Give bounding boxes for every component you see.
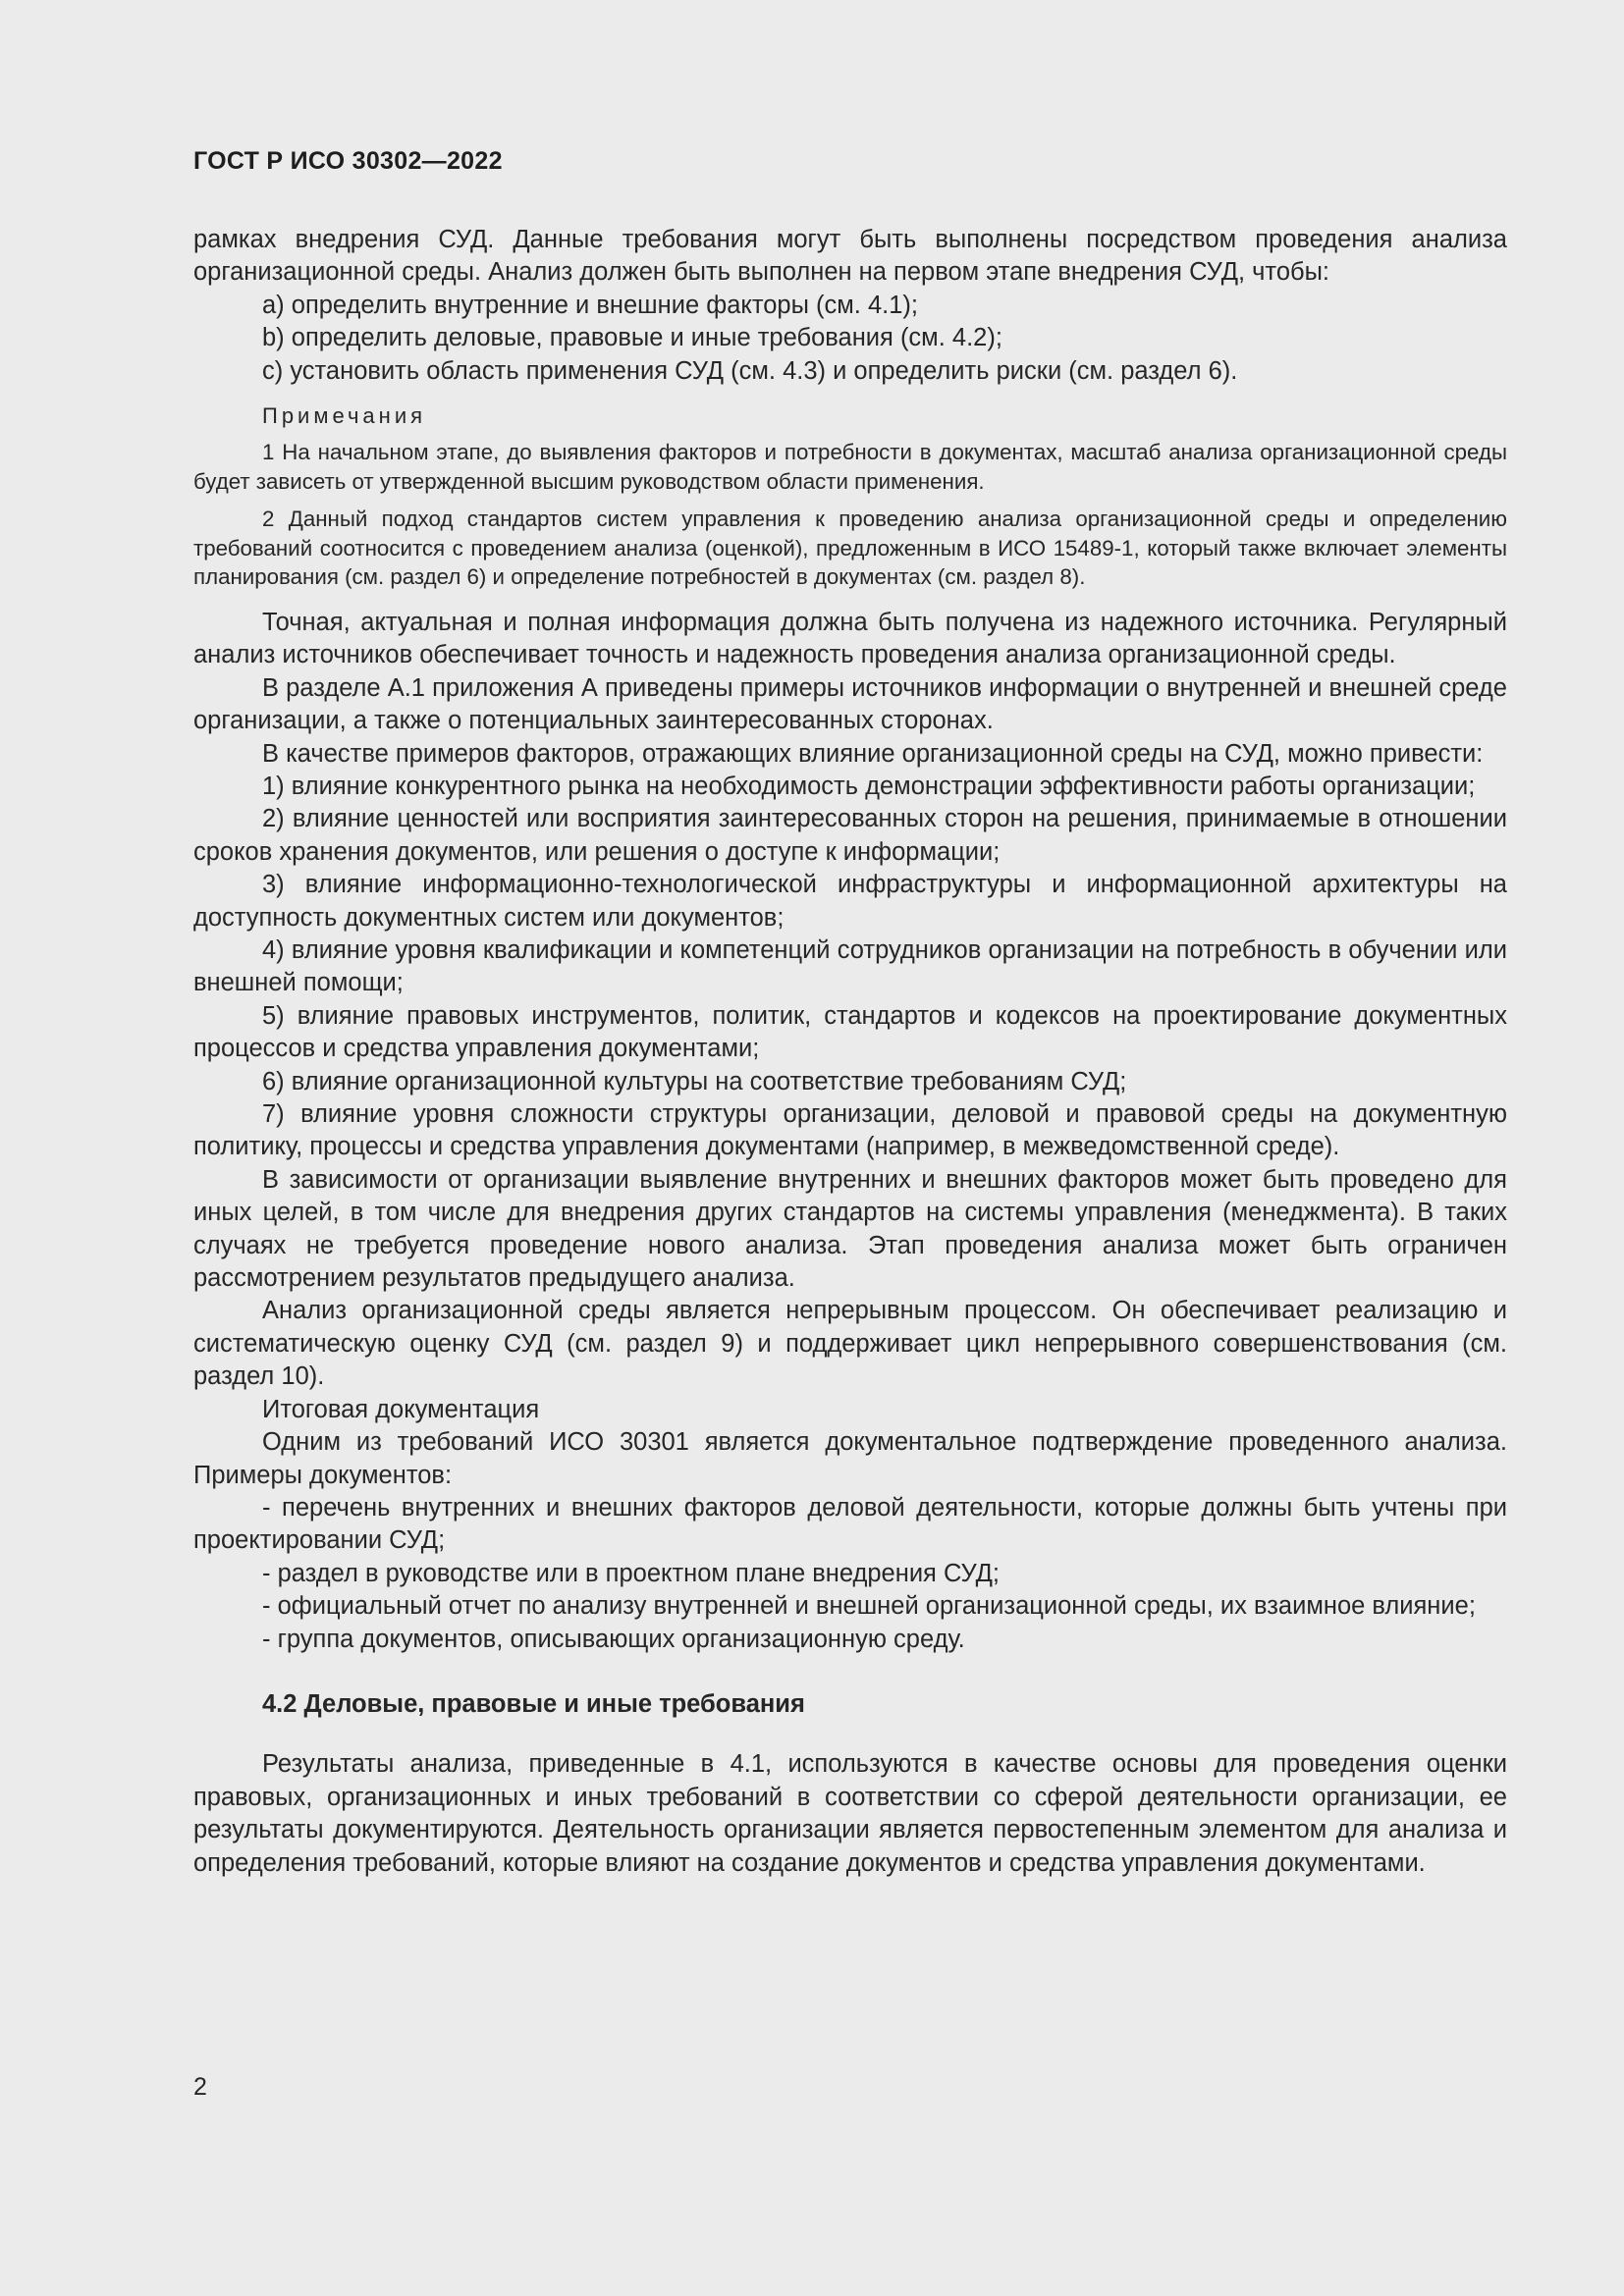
factor-item: 3) влияние информационно-технологической инфраструктуры и информационной архитектуры на доступность документных систем или документов; [193,871,1507,932]
doc-list-item: - раздел в руководстве или в проектном плане внедрения СУД; [262,1559,1000,1587]
page-number: 2 [193,2073,207,2101]
factor-item: 6) влияние организационной культуры на соответствие требованиям СУД; [262,1067,1127,1095]
notes-title: Примечания [262,403,427,429]
subsection-title: Итоговая документация [262,1395,540,1423]
factor-item: 2) влияние ценностей или восприятия заинтересованных сторон на решения, принимаемые в отношении сроков хранения документов, или решения о доступе к информации; [193,805,1507,866]
doc-list-item: - группа документов, описывающих организационную среду. [262,1625,965,1653]
factor-item: 5) влияние правовых инструментов, политик, стандартов и кодексов на проектирование документных процессов и средства управления документами; [193,1001,1507,1063]
body-paragraph: В разделе А.1 приложения А приведены примеры источников информации о внутренней и внешней среде организации, а также о потенциальных заинтересованных сторонах. [193,673,1507,735]
body-paragraph: Анализ организационной среды является непрерывным процессом. Он обеспечивает реализацию и систематическую оценку СУД (см. раздел 9) и поддерживает цикл непрерывного совершенствования (см. раздел 10). [193,1297,1507,1391]
note-2: 2 Данный подход стандартов систем управления к проведению анализа организационной среды и определению требований соотносится с проведением анализа (оценкой), предложенным в ИСО 15489-1, который также включает элементы планирования (см. раздел 6) и определение потребностей в документах (см. раздел 8). [193,507,1507,590]
factor-item: 4) влияние уровня квалификации и компетенций сотрудников организации на потребность в обучении или внешней помощи; [193,936,1507,997]
section-paragraph: Результаты анализа, приведенные в 4.1, используются в качестве основы для проведения оценки правовых, организационных и иных требований в соответствии со сферой деятельности организации, ее результаты документируются. Деятельность организации является первостепенным элементом для анализа и определения требований, которые влияют на создание документов и средства управления документами. [193,1750,1507,1877]
note-1: 1 На начальном этапе, до выявления факторов и потребности в документах, масштаб анализа организационной среды будет зависеть от утвержденной высшим руководством области применения. [193,440,1507,494]
body-paragraph: Точная, актуальная и полная информация должна быть получена из надежного источника. Регулярный анализ источников обеспечивает точность и надежность проведения анализа организационной среды. [193,608,1507,669]
factor-item: 1) влияние конкурентного рынка на необходимость демонстрации эффективности работы организации; [262,772,1476,800]
intro-item-c: c) установить область применения СУД (см. 4.3) и определить риски (см. раздел 6). [262,356,1238,385]
body-paragraph: Одним из требований ИСО 30301 является документальное подтверждение проведенного анализа. Примеры документов: [193,1428,1507,1489]
page-content [193,224,1507,1880]
section-heading: 4.2 Деловые, правовые и иные требования [262,1689,805,1718]
doc-list-item: - официальный отчет по анализу внутренней и внешней организационной среды, их взаимное влияние; [262,1592,1476,1621]
factor-item: 7) влияние уровня сложности структуры организации, деловой и правовой среды на документную политику, процессы и средства управления документами (например, в межведомственной среде). [193,1100,1507,1161]
body-paragraph: В качестве примеров факторов, отражающих влияние организационной среды на СУД, можно привести: [262,739,1484,768]
doc-list-item: - перечень внутренних и внешних факторов деловой деятельности, которые должны быть учтены при проектировании СУД; [193,1493,1507,1555]
standard-header: ГОСТ Р ИСО 30302—2022 [193,147,503,175]
intro-paragraph: рамках внедрения СУД. Данные требования могут быть выполнены посредством проведения анализа организационной среды. Анализ должен быть выполнен на первом этапе внедрения СУД, чтобы: [193,226,1507,287]
body-paragraph: В зависимости от организации выявление внутренних и внешних факторов может быть проведено для иных целей, в том числе для внедрения других стандартов на системы управления (менеджмента). В таких случаях не требуется проведение нового анализа. Этап проведения анализа может быть ограничен рассмотрением результатов предыдущего анализа. [193,1165,1507,1293]
intro-item-b: b) определить деловые, правовые и иные требования (см. 4.2); [262,324,1002,352]
intro-item-a: a) определить внутренние и внешние факторы (см. 4.1); [262,291,918,319]
